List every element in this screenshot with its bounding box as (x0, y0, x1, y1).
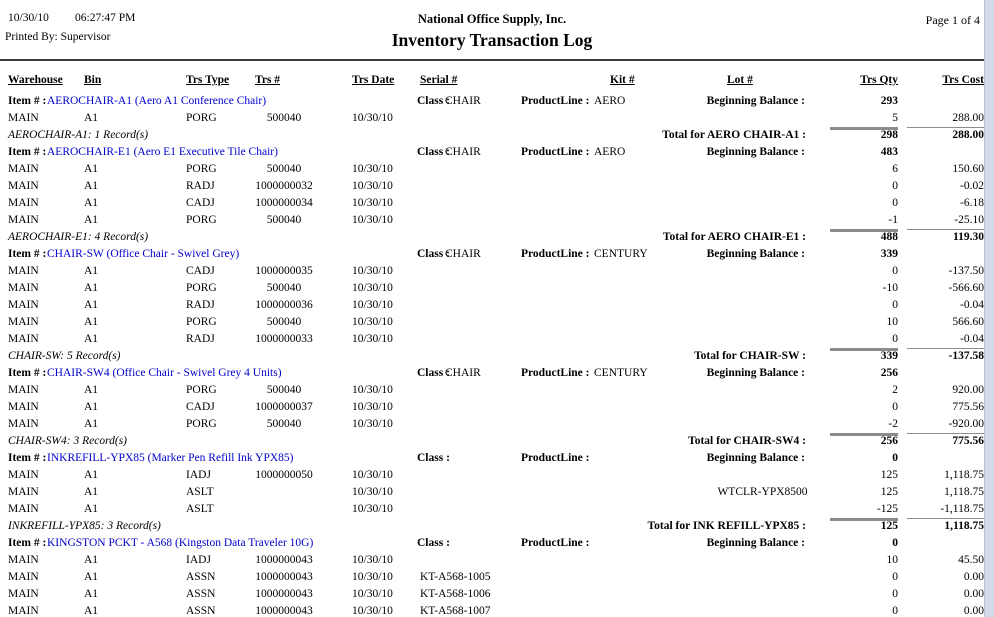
bin-cell: A1 (84, 299, 99, 311)
warehouse-cell: MAIN (8, 554, 39, 566)
trs-date-cell: 10/30/10 (352, 605, 393, 617)
col-trs-no: Trs # (255, 74, 281, 86)
report-time: 06:27:47 PM (75, 12, 136, 24)
trs-cost-cell: -6.18 (960, 197, 984, 209)
trs-type-cell: ASLT (186, 503, 214, 515)
trs-no-cell: 500040 (266, 384, 302, 396)
total-cost: -137.58 (948, 350, 984, 362)
trs-no-cell: 1000000043 (255, 605, 313, 617)
trs-date-cell: 10/30/10 (352, 571, 393, 583)
total-qty: 256 (880, 435, 898, 447)
item-label: Item # : (8, 537, 47, 549)
trs-qty-cell: 0 (892, 571, 898, 583)
item-name[interactable]: KINGSTON PCKT - A568 (Kingston Data Traveler 10G) (47, 537, 314, 549)
trs-type-cell: PORG (186, 316, 217, 328)
class-value: CHAIR (445, 95, 481, 107)
warehouse-cell: MAIN (8, 316, 39, 328)
total-cost: 119.30 (953, 231, 984, 243)
transaction-row (0, 178, 994, 195)
trs-type-cell: CADJ (186, 265, 215, 277)
total-cost-rule (907, 348, 985, 349)
item-header (0, 365, 994, 382)
record-count: CHAIR-SW: 5 Record(s) (8, 350, 121, 362)
trs-qty-cell: 2 (892, 384, 898, 396)
trs-type-cell: ASSN (186, 571, 216, 583)
total-label: Total for CHAIR-SW4 : (688, 435, 806, 447)
item-total-row (0, 348, 994, 365)
beginning-balance-value: 0 (892, 452, 898, 464)
trs-date-cell: 10/30/10 (352, 163, 393, 175)
total-qty: 488 (880, 231, 898, 243)
warehouse-cell: MAIN (8, 571, 39, 583)
record-count: INKREFILL-YPX85: 3 Record(s) (8, 520, 161, 532)
transaction-row (0, 552, 994, 569)
company-name: National Office Supply, Inc. (417, 12, 567, 26)
trs-no-cell: 1000000043 (255, 588, 313, 600)
trs-cost-cell: 775.56 (952, 401, 984, 413)
trs-date-cell: 10/30/10 (352, 401, 393, 413)
trs-date-cell: 10/30/10 (352, 316, 393, 328)
trs-date-cell: 10/30/10 (352, 486, 393, 498)
trs-cost-cell: -0.04 (960, 333, 984, 345)
productline-value: CENTURY (594, 367, 648, 379)
scrollbar-track[interactable] (984, 0, 994, 617)
beginning-balance-label: Beginning Balance : (706, 537, 805, 549)
warehouse-cell: MAIN (8, 214, 39, 226)
warehouse-cell: MAIN (8, 401, 39, 413)
trs-type-cell: CADJ (186, 197, 215, 209)
col-trs-type: Trs Type (186, 74, 230, 86)
trs-type-cell: ASSN (186, 588, 216, 600)
item-header (0, 535, 994, 552)
total-label: Total for CHAIR-SW : (694, 350, 806, 362)
item-total-row (0, 229, 994, 246)
printed-by: Printed By: Supervisor (5, 31, 111, 43)
total-qty: 125 (880, 520, 898, 532)
total-cost: 1,118.75 (944, 520, 984, 532)
bin-cell: A1 (84, 571, 99, 583)
trs-cost-cell: 920.00 (952, 384, 984, 396)
beginning-balance-value: 339 (880, 248, 898, 260)
bin-cell: A1 (84, 503, 99, 515)
item-name[interactable]: AEROCHAIR-A1 (Aero A1 Conference Chair) (47, 95, 267, 107)
trs-type-cell: IADJ (186, 554, 211, 566)
item-total-row (0, 518, 994, 535)
class-label: Class : (417, 367, 450, 379)
trs-qty-cell: 0 (892, 299, 898, 311)
warehouse-cell: MAIN (8, 299, 39, 311)
total-cost-rule (907, 433, 985, 434)
warehouse-cell: MAIN (8, 588, 39, 600)
class-label: Class : (417, 537, 450, 549)
productline-label: ProductLine : (521, 95, 590, 107)
trs-no-cell: 500040 (266, 214, 302, 226)
trs-cost-cell: 0.00 (963, 588, 984, 600)
trs-cost-cell: 566.60 (952, 316, 984, 328)
header-divider (0, 59, 984, 61)
trs-no-cell: 1000000034 (255, 197, 313, 209)
trs-qty-cell: -125 (876, 503, 898, 515)
total-label: Total for INK REFILL-YPX85 : (647, 520, 806, 532)
productline-value: AERO (594, 95, 626, 107)
trs-cost-cell: 0.00 (963, 605, 984, 617)
trs-qty-cell: 0 (892, 180, 898, 192)
trs-date-cell: 10/30/10 (352, 197, 393, 209)
item-name[interactable]: CHAIR-SW (Office Chair - Swivel Grey) (47, 248, 240, 260)
bin-cell: A1 (84, 401, 99, 413)
trs-cost-cell: -920.00 (948, 418, 984, 430)
trs-qty-cell: 125 (880, 486, 898, 498)
trs-date-cell: 10/30/10 (352, 469, 393, 481)
trs-date-cell: 10/30/10 (352, 503, 393, 515)
page-number: Page 1 of 4 (925, 13, 980, 27)
item-name[interactable]: AEROCHAIR-E1 (Aero E1 Executive Tile Chair) (47, 146, 278, 158)
trs-qty-cell: 5 (892, 112, 898, 124)
trs-date-cell: 10/30/10 (352, 112, 393, 124)
item-header (0, 93, 994, 110)
warehouse-cell: MAIN (8, 265, 39, 277)
trs-cost-cell: -0.02 (960, 180, 984, 192)
item-name[interactable]: INKREFILL-YPX85 (Marker Pen Refill Ink YPX85) (47, 452, 294, 464)
transaction-row (0, 280, 994, 297)
transaction-row (0, 212, 994, 229)
class-label: Class : (417, 146, 450, 158)
trs-qty-cell: 0 (892, 265, 898, 277)
trs-qty-cell: 6 (892, 163, 898, 175)
warehouse-cell: MAIN (8, 384, 39, 396)
beginning-balance-label: Beginning Balance : (706, 146, 805, 158)
trs-date-cell: 10/30/10 (352, 384, 393, 396)
transaction-row (0, 501, 994, 518)
col-trs-date: Trs Date (352, 74, 395, 86)
warehouse-cell: MAIN (8, 605, 39, 617)
trs-qty-cell: 0 (892, 588, 898, 600)
item-label: Item # : (8, 146, 47, 158)
beginning-balance-label: Beginning Balance : (706, 95, 805, 107)
report-date: 10/30/10 (8, 12, 49, 24)
trs-no-cell: 1000000033 (255, 333, 313, 345)
trs-type-cell: IADJ (186, 469, 211, 481)
transaction-row (0, 382, 994, 399)
total-cost-rule (907, 127, 985, 128)
warehouse-cell: MAIN (8, 469, 39, 481)
trs-date-cell: 10/30/10 (352, 333, 393, 345)
total-cost-rule (907, 518, 985, 519)
trs-type-cell: RADJ (186, 180, 215, 192)
warehouse-cell: MAIN (8, 163, 39, 175)
bin-cell: A1 (84, 384, 99, 396)
bin-cell: A1 (84, 605, 99, 617)
trs-date-cell: 10/30/10 (352, 214, 393, 226)
item-label: Item # : (8, 95, 47, 107)
record-count: AEROCHAIR-E1: 4 Record(s) (8, 231, 149, 243)
trs-date-cell: 10/30/10 (352, 180, 393, 192)
trs-qty-cell: 10 (886, 554, 898, 566)
beginning-balance-value: 483 (880, 146, 898, 158)
total-qty: 298 (880, 129, 898, 141)
trs-cost-cell: 45.50 (958, 554, 984, 566)
warehouse-cell: MAIN (8, 333, 39, 345)
report-title: Inventory Transaction Log (391, 30, 593, 50)
class-label: Class : (417, 452, 450, 464)
col-kit-no: Kit # (610, 74, 635, 86)
bin-cell: A1 (84, 469, 99, 481)
trs-no-cell: 1000000035 (255, 265, 313, 277)
trs-cost-cell: -566.60 (948, 282, 984, 294)
beginning-balance-value: 0 (892, 537, 898, 549)
bin-cell: A1 (84, 180, 99, 192)
productline-label: ProductLine : (521, 537, 590, 549)
class-label: Class : (417, 248, 450, 260)
class-label: Class : (417, 95, 450, 107)
total-cost: 775.56 (952, 435, 984, 447)
trs-type-cell: RADJ (186, 299, 215, 311)
productline-value: CENTURY (594, 248, 648, 260)
trs-qty-cell: 0 (892, 401, 898, 413)
transaction-row (0, 331, 994, 348)
transaction-row (0, 263, 994, 280)
bin-cell: A1 (84, 316, 99, 328)
bin-cell: A1 (84, 112, 99, 124)
trs-qty-cell: 125 (880, 469, 898, 481)
bin-cell: A1 (84, 333, 99, 345)
transaction-row (0, 467, 994, 484)
warehouse-cell: MAIN (8, 180, 39, 192)
transaction-row (0, 195, 994, 212)
trs-no-cell: 1000000032 (255, 180, 313, 192)
trs-no-cell: 500040 (266, 316, 302, 328)
item-total-row (0, 127, 994, 144)
transaction-row (0, 603, 994, 617)
trs-date-cell: 10/30/10 (352, 588, 393, 600)
trs-no-cell: 1000000043 (255, 571, 313, 583)
productline-label: ProductLine : (521, 367, 590, 379)
transaction-row (0, 569, 994, 586)
bin-cell: A1 (84, 588, 99, 600)
total-label: Total for AERO CHAIR-E1 : (662, 231, 806, 243)
trs-cost-cell: -25.10 (954, 214, 984, 226)
trs-type-cell: PORG (186, 112, 217, 124)
trs-date-cell: 10/30/10 (352, 418, 393, 430)
col-serial-no: Serial # (420, 74, 458, 86)
bin-cell: A1 (84, 554, 99, 566)
trs-no-cell: 500040 (266, 418, 302, 430)
trs-qty-cell: -1 (888, 214, 898, 226)
item-label: Item # : (8, 452, 47, 464)
column-header-row (0, 72, 994, 89)
trs-cost-cell: 150.60 (952, 163, 984, 175)
bin-cell: A1 (84, 214, 99, 226)
transaction-row (0, 161, 994, 178)
beginning-balance-label: Beginning Balance : (706, 367, 805, 379)
item-header (0, 246, 994, 263)
class-value: CHAIR (445, 248, 481, 260)
warehouse-cell: MAIN (8, 197, 39, 209)
trs-cost-cell: 1,118.75 (944, 469, 984, 481)
trs-date-cell: 10/30/10 (352, 282, 393, 294)
trs-no-cell: 500040 (266, 112, 302, 124)
trs-no-cell: 1000000036 (255, 299, 313, 311)
serial-no-cell: KT-A568-1005 (420, 571, 491, 583)
trs-qty-cell: 10 (886, 316, 898, 328)
item-label: Item # : (8, 248, 47, 260)
trs-qty-cell: -10 (882, 282, 898, 294)
trs-cost-cell: 0.00 (963, 571, 984, 583)
record-count: CHAIR-SW4: 3 Record(s) (8, 435, 128, 447)
bin-cell: A1 (84, 418, 99, 430)
warehouse-cell: MAIN (8, 418, 39, 430)
trs-no-cell: 500040 (266, 282, 302, 294)
class-value: CHAIR (445, 146, 481, 158)
trs-type-cell: RADJ (186, 333, 215, 345)
productline-label: ProductLine : (521, 248, 590, 260)
lot-no-cell: WTCLR-YPX8500 (717, 486, 808, 498)
trs-date-cell: 10/30/10 (352, 299, 393, 311)
beginning-balance-label: Beginning Balance : (706, 452, 805, 464)
col-warehouse: Warehouse (8, 74, 63, 86)
trs-no-cell: 1000000037 (255, 401, 313, 413)
trs-no-cell: 500040 (266, 163, 302, 175)
item-label: Item # : (8, 367, 47, 379)
trs-cost-cell: 1,118.75 (944, 486, 984, 498)
productline-label: ProductLine : (521, 452, 590, 464)
trs-type-cell: CADJ (186, 401, 215, 413)
trs-cost-cell: -0.04 (960, 299, 984, 311)
col-trs-qty: Trs Qty (860, 74, 898, 86)
trs-type-cell: ASLT (186, 486, 214, 498)
trs-type-cell: PORG (186, 282, 217, 294)
trs-qty-cell: -2 (888, 418, 898, 430)
total-cost-rule (907, 229, 985, 230)
warehouse-cell: MAIN (8, 112, 39, 124)
trs-type-cell: PORG (186, 214, 217, 226)
bin-cell: A1 (84, 265, 99, 277)
col-trs-cost: Trs Cost (942, 74, 984, 86)
warehouse-cell: MAIN (8, 282, 39, 294)
class-value: CHAIR (445, 367, 481, 379)
item-total-row (0, 433, 994, 450)
record-count: AEROCHAIR-A1: 1 Record(s) (8, 129, 149, 141)
col-lot-no: Lot # (727, 74, 753, 86)
bin-cell: A1 (84, 486, 99, 498)
item-header (0, 450, 994, 467)
total-qty: 339 (880, 350, 898, 362)
warehouse-cell: MAIN (8, 486, 39, 498)
trs-date-cell: 10/30/10 (352, 265, 393, 277)
trs-qty-cell: 0 (892, 333, 898, 345)
total-cost: 288.00 (952, 129, 984, 141)
beginning-balance-value: 293 (880, 95, 898, 107)
trs-cost-cell: -137.50 (948, 265, 984, 277)
transaction-row (0, 314, 994, 331)
bin-cell: A1 (84, 163, 99, 175)
col-bin: Bin (84, 74, 102, 86)
trs-type-cell: PORG (186, 418, 217, 430)
bin-cell: A1 (84, 197, 99, 209)
total-label: Total for AERO CHAIR-A1 : (662, 129, 806, 141)
trs-type-cell: PORG (186, 163, 217, 175)
productline-value: AERO (594, 146, 626, 158)
warehouse-cell: MAIN (8, 503, 39, 515)
bin-cell: A1 (84, 282, 99, 294)
productline-label: ProductLine : (521, 146, 590, 158)
trs-date-cell: 10/30/10 (352, 554, 393, 566)
trs-qty-cell: 0 (892, 605, 898, 617)
item-name[interactable]: CHAIR-SW4 (Office Chair - Swivel Grey 4 Units) (47, 367, 282, 379)
transaction-row (0, 399, 994, 416)
serial-no-cell: KT-A568-1006 (420, 588, 491, 600)
transaction-row (0, 586, 994, 603)
trs-type-cell: ASSN (186, 605, 216, 617)
beginning-balance-label: Beginning Balance : (706, 248, 805, 260)
beginning-balance-value: 256 (880, 367, 898, 379)
trs-cost-cell: -1,118.75 (940, 503, 984, 515)
trs-no-cell: 1000000043 (255, 554, 313, 566)
trs-type-cell: PORG (186, 384, 217, 396)
trs-no-cell: 1000000050 (255, 469, 313, 481)
serial-no-cell: KT-A568-1007 (420, 605, 491, 617)
transaction-row (0, 416, 994, 433)
transaction-row (0, 297, 994, 314)
transaction-row (0, 484, 994, 501)
trs-cost-cell: 288.00 (952, 112, 984, 124)
trs-qty-cell: 0 (892, 197, 898, 209)
transaction-row (0, 110, 994, 127)
item-header (0, 144, 994, 161)
